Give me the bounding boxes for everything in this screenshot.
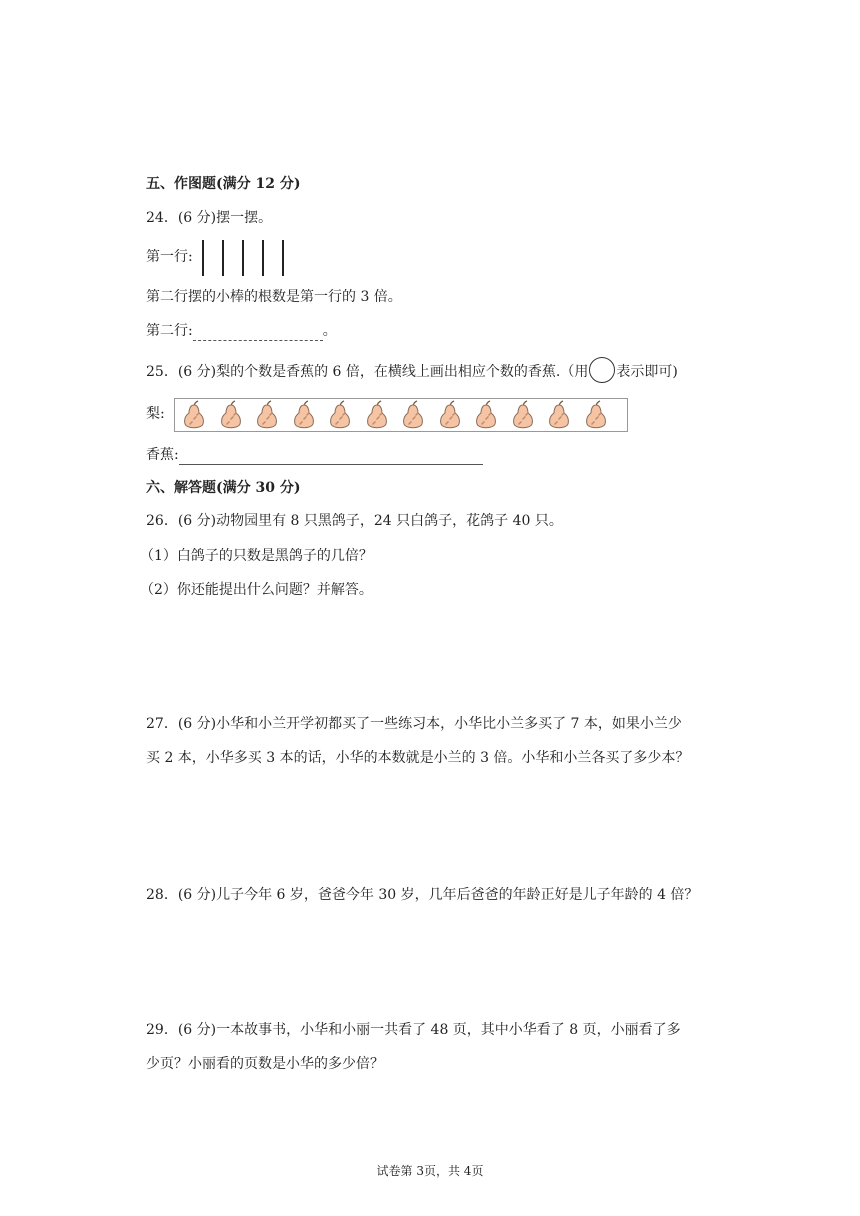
- stick: [222, 240, 224, 276]
- pear-label: 梨:: [146, 406, 165, 422]
- stick: [202, 240, 204, 276]
- row2-end: 。: [322, 323, 337, 339]
- banana-blank[interactable]: [179, 464, 483, 465]
- question-25-stem-a: 25．(6 分)梨的个数是香蕉的 6 倍，在横线上画出相应个数的香蕉.（用: [146, 364, 589, 380]
- stick: [282, 240, 284, 276]
- sticks-row: [202, 240, 292, 276]
- section6-title: 六、解答题(满分 30 分): [146, 480, 301, 496]
- question-25-stem: [146, 359, 678, 385]
- pear-icon: [289, 400, 319, 430]
- pear-icon: [216, 400, 246, 430]
- question-25-stem-b: 表示即可): [616, 364, 678, 380]
- question-27-line1: 27．(6 分)小华和小兰开学初都买了一些练习本，小华比小兰多买了 7 本，如果小兰少: [146, 716, 682, 732]
- pear-icon: [508, 400, 538, 430]
- pear-row: [174, 398, 628, 432]
- question-26-sub2: （2）你还能提出什么问题？并解答。: [140, 582, 373, 598]
- pear-icon: [435, 400, 465, 430]
- section5-title: 五、作图题(满分 12 分): [146, 176, 301, 192]
- row2-label: 第二行:: [146, 323, 193, 339]
- pear-icon: [471, 400, 501, 430]
- row1-label: 第一行:: [146, 249, 193, 265]
- question-26-sub1: （1）白鸽子的只数是黑鸽子的几倍？: [140, 548, 373, 564]
- banana-label: 香蕉:: [146, 447, 179, 463]
- pear-icon: [179, 400, 209, 430]
- row2-answer: [146, 321, 337, 341]
- question-24-note: 第二行摆的小棒的根数是第一行的 3 倍。: [146, 289, 402, 305]
- circle-icon: [589, 357, 615, 383]
- question-26-stem: 26．(6 分)动物园里有 8 只黑鸽子，24 只白鸽子，花鸽子 40 只。: [146, 513, 563, 529]
- pear-icon: [325, 400, 355, 430]
- pear-icon: [398, 400, 428, 430]
- pear-icon: [544, 400, 574, 430]
- question-29-line2: 少页？小丽看的页数是小华的多少倍？: [146, 1056, 384, 1072]
- pear-icon: [362, 400, 392, 430]
- stick: [262, 240, 264, 276]
- question-29-line1: 29．(6 分)一本故事书，小华和小丽一共看了 48 页，其中小华看了 8 页，小丽看了多: [146, 1022, 681, 1038]
- page-footer: 试卷第 3页，共 4页: [376, 1164, 484, 1178]
- question-28-line1: 28．(6 分)儿子今年 6 岁，爸爸今年 30 岁，几年后爸爸的年龄正好是儿子年龄的 4 倍？: [146, 887, 699, 903]
- pear-icon: [252, 400, 282, 430]
- question-24-stem: 24．(6 分)摆一摆。: [146, 210, 273, 226]
- banana-answer: [146, 445, 483, 465]
- stick: [242, 240, 244, 276]
- row2-blank[interactable]: [193, 340, 323, 341]
- question-27-line2: 买 2 本，小华多买 3 本的话，小华的本数就是小兰的 3 倍。小华和小兰各买了多少本？: [146, 750, 690, 766]
- pear-icon: [581, 400, 611, 430]
